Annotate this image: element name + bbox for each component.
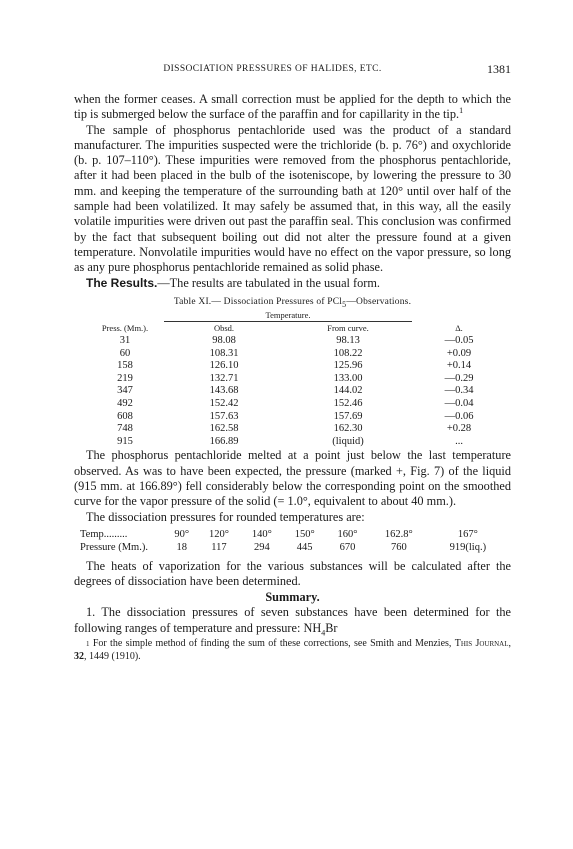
cell-delta: —0.05 [444,335,474,347]
observations-table [86,309,506,449]
footnote-mark: 1 [86,640,90,649]
pressure-label: Pressure (Mm.). [80,542,148,554]
cell-obsd: 132.71 [209,372,239,384]
col-delta-header: Δ. [455,323,463,334]
cell-curve: 162.30 [333,423,363,435]
cell-obsd: 152.42 [209,398,239,410]
cell-obsd: 157.63 [209,410,239,422]
cell-delta: —0.34 [444,385,474,397]
cell-press: 347 [117,385,133,397]
cell-obsd: 143.68 [209,385,239,397]
table-row [86,360,506,373]
cell-obsd: 166.89 [209,435,239,447]
rounded-temp-cell: 162.8° [384,528,413,540]
cell-curve: 125.96 [333,360,363,372]
cell-obsd: 108.31 [209,347,239,359]
footnote-text-c: , 1449 (1910). [84,650,141,662]
table-row [86,348,506,361]
rounded-temperatures-table [80,528,507,555]
rounded-temp-cell: 160° [337,528,358,540]
table-row [86,423,506,436]
rounded-pressure-row [80,541,507,555]
cell-obsd: 98.08 [212,335,236,347]
table-title-sub: 5 [342,299,347,309]
page-number: 1381 [487,62,511,76]
cell-delta: —0.29 [444,372,474,384]
table-row [86,436,506,449]
cell-press: 492 [117,398,133,410]
rounded-pressure-cell: 294 [253,542,270,554]
cell-press: 608 [117,410,133,422]
results-text: —The results are tabulated in the usual form. [157,275,381,290]
cell-press: 915 [117,435,133,447]
table-title [74,297,511,307]
cell-curve: 108.22 [333,347,363,359]
cell-press: 31 [119,335,131,347]
cell-delta: +0.09 [446,347,472,359]
results-heading: The Results. [86,275,158,290]
table-row [86,373,506,386]
cell-obsd: 126.10 [209,360,239,372]
page-content [74,62,511,663]
paragraph-6: The heats of vaporization for the various substances will be calculated after the degrees of dissociation have been determined. [74,558,511,589]
rounded-temp-cell: 150° [294,528,315,540]
table-row [86,398,506,411]
rounded-pressure-cell: 445 [296,542,313,554]
rounded-temp-cell: 140° [251,528,272,540]
cell-delta: +0.14 [446,360,472,372]
rounded-temp-cell: 120° [209,528,229,540]
table-title-a: Table XI.— Dissociation Pressures of PCl [173,296,343,307]
rounded-pressure-cell: 760 [390,542,407,554]
summary-heading: Summary. [265,590,320,605]
cell-press: 219 [117,372,133,384]
cell-curve: 144.02 [333,385,363,397]
paragraph-2: The sample of phosphorus pentachloride used was the product of a standard manufacturer. The impurities suspected were the trichloride (b. p. 76°) and oxychloride (b. p. 107–110°). These impurities were removed from the phosphorus pentachloride, after it had been placed in the bulb of the isoteniscope, by lowering the pressure to 30 mm. and keeping the temperature of the surrounding bath at 120° until over half of the sample had been volatilized. It may safely be assumed that, in this way, all the easily volatile impurities were driven out past the paraffin seal. This conclusion was confirmed by the fact that subsequent boiling out did not alter the pressure found at a given temperature. Nonvolatile impurities would have no effect on the vapor pressure, so long as any pure phosphorus pentachloride remained as solid phase. [74,122,511,275]
cell-curve: (liquid) [332,435,364,447]
col-obsd-header: Obsd. [213,323,235,334]
footnote-volume: 32 [74,650,84,662]
footnote-journal: This Journal [454,638,509,650]
temp-label: Temp......... [80,528,128,540]
cell-delta: ... [455,435,463,447]
cell-delta: —0.04 [444,398,474,410]
cell-press: 158 [117,360,133,372]
footnote [74,638,511,663]
paragraph-5: The dissociation pressures for rounded temperatures are: [86,509,365,524]
running-head [74,62,511,78]
col-curve-header: From curve. [327,323,369,334]
cell-curve: 133.00 [333,372,363,384]
cell-delta: —0.06 [444,410,474,422]
paragraph-1 [74,92,511,123]
observations-table-body [86,335,506,448]
rounded-pressure-cell: 670 [339,542,356,554]
paragraph-7-tail: Br [325,620,338,635]
cell-press: 748 [117,423,133,435]
paragraph-1-text: when the former ceases. A small correction must be applied for the depth to which the tip is submerged below the surface of the paraffin and for capillarity in the tip. [74,92,511,122]
paragraph-7-sub: 4 [321,628,326,638]
rounded-pressure-cell: 18 [176,542,188,554]
rounded-pressure-cell: 117 [211,542,227,554]
table-header-blank-2 [412,309,506,322]
table-header-row-1 [86,309,506,322]
col-press-header: Press. (Mm.). [101,323,149,334]
paragraph-results [74,276,511,291]
cell-delta: +0.28 [446,423,472,435]
rounded-pressure-cell: 919(liq.) [449,542,487,554]
paragraph-7-text: 1. The dissociation pressures of seven substances have been determined for the following ranges of temperature and pressure: NH [74,605,511,635]
table-header-row-2 [86,322,506,335]
rounded-temp-row [80,528,507,542]
rounded-temp-cell: 167° [457,528,478,540]
footnote-text-a: For the simple method of finding the sum of these corrections, see Smith and Menzies, [92,638,455,650]
cell-curve: 98.13 [336,335,360,347]
table-header-blank [86,309,164,322]
paragraph-7 [74,605,511,636]
rounded-temp-cell: 90° [174,528,190,540]
running-title: DISSOCIATION PRESSURES OF HALIDES, ETC. [163,64,382,74]
table-title-b: —Observations. [346,296,412,307]
table-row [86,335,506,348]
temperature-header: Temperature. [164,309,412,322]
table-row [86,411,506,424]
cell-obsd: 162.58 [209,423,239,435]
cell-curve: 157.69 [333,410,363,422]
cell-press: 60 [119,347,131,359]
footnote-text-b: , [508,638,512,650]
table-row [86,385,506,398]
footnote-ref: 1 [459,106,464,116]
cell-curve: 152.46 [333,398,363,410]
paragraph-4: The phosphorus pentachloride melted at a point just below the last temperature observed. As was to have been expected, the pressure (marked +, Fig. 7) of the liquid (915 mm. at 166.89°) fell considerably below the corresponding point on the smoothed curve for the vapor pressure of the solid (= 1.0°, equivalent to about 40 mm.). [74,448,511,509]
